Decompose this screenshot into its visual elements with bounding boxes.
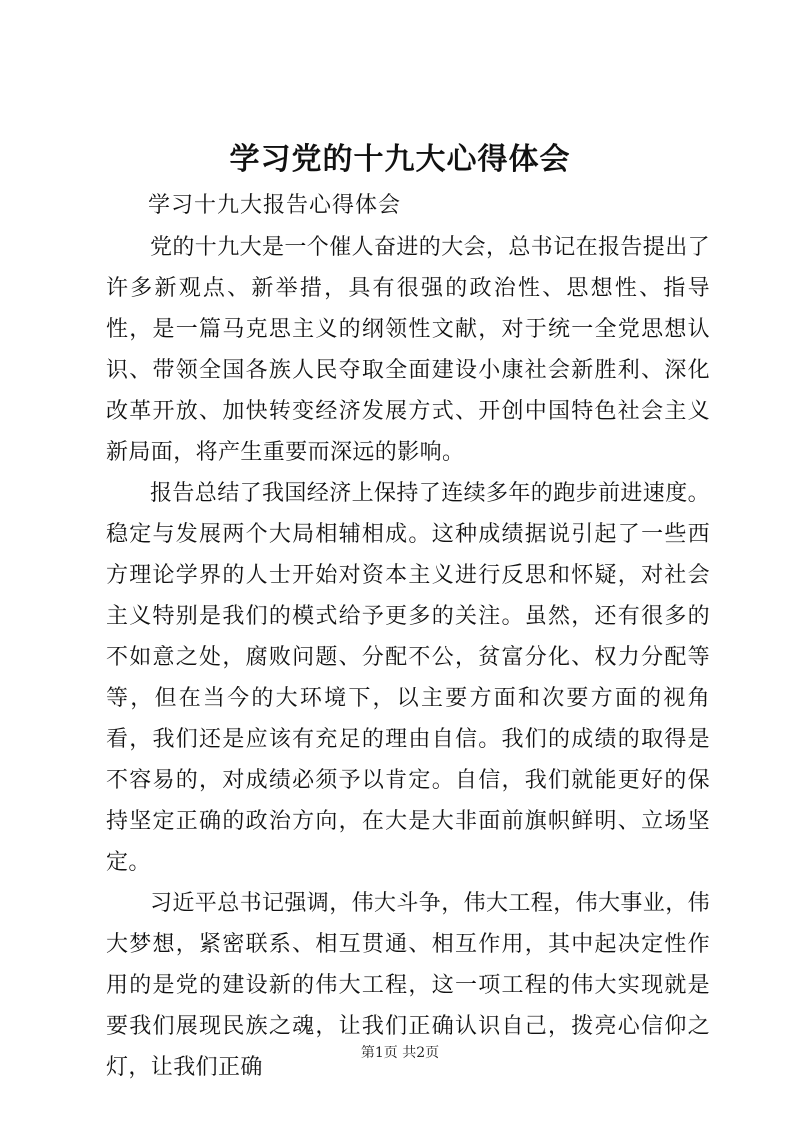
paragraph: 党的十九大是一个催人奋进的大会，总书记在报告提出了许多新观点、新举措，具有很强的政治性、思想性、指导性，是一篇马克思主义的纲领性文献，对于统一全党思想认识、带领全国各族人民夺取全面建设小康社会新胜利、深化改革开放、加快转变经济发展方式、开创中国特色社会主义新局面，将产生重要而深远的影响。 bbox=[106, 235, 711, 465]
page-footer: 第1页 共2页 bbox=[360, 1045, 440, 1061]
paragraph: 报告总结了我国经济上保持了连续多年的跑步前进速度。稳定与发展两个大局相辅相成。这种成绩据说引起了一些西方理论学界的人士开始对资本主义进行反思和怀疑，对社会主义特别是我们的模式给予更多的关注。虽然，还有很多的不如意之处，腐败问题、分配不公，贫富分化、权力分配等等，但在当今的大环境下，以主要方面和次要方面的视角看，我们还是应该有充足的理由自信。我们的成绩的取得是不容易的，对成绩必须予以肯定。自信，我们就能更好的保持坚定正确的政治方向，在大是大非面前旗帜鲜明、立场坚定。 bbox=[106, 481, 711, 875]
document-title: 学习党的十九大心得体会 bbox=[229, 142, 571, 177]
paragraph: 习近平总书记强调，伟大斗争，伟大工程，伟大事业，伟大梦想，紧密联系、相互贯通、相互作用，其中起决定性作用的是党的建设新的伟大工程，这一项工程的伟大实现就是要我们展现民族之魂，让我们正确认识自己，拨亮心信仰之灯，让我们正确 bbox=[106, 891, 711, 1080]
document-body bbox=[106, 227, 710, 1088]
document-subtitle: 学习十九大报告心得体会 bbox=[148, 193, 402, 218]
